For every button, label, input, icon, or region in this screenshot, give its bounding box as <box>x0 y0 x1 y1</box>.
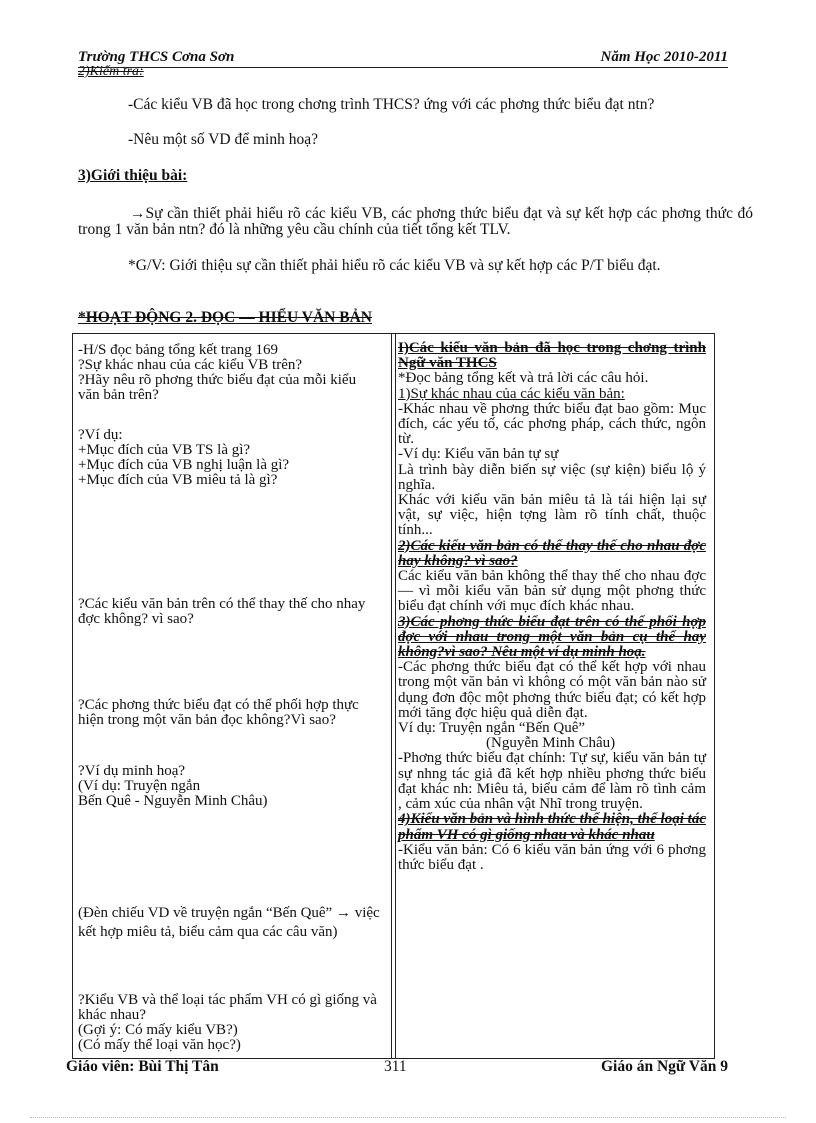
footer-teacher: Giáo viên: Bùi Thị Tân <box>66 1058 219 1075</box>
left-line: -H/S đọc bảng tổng kết trang 169 <box>78 342 278 358</box>
left-block-6: (Đèn chiếu VD về truyện ngắn “Bến Quê” → việc kết hợp miêu tả, biểu cảm qua các câu văn) <box>78 905 380 940</box>
subsection-3: 3)Các phơng thức biểu đạt trên có thể phối hợp đợc với nhau trong một văn bản cụ thể hay không?vì sao? Nêu một ví dụ minh hoạ. <box>398 613 706 661</box>
bottom-dotted-line <box>30 1117 786 1118</box>
left-block-5 <box>78 764 380 809</box>
left-line: +Mục đích của VB TS là gì? <box>78 442 251 458</box>
right-text: -Ví dụ: Kiểu văn bản tự sự <box>398 446 559 463</box>
left-line: ?Ví dụ: <box>78 427 123 443</box>
left-block-3: ?Các kiểu văn bản trên có thể thay thế cho nhay đợc không? vì sao? <box>78 596 366 627</box>
school-year: Năm Học 2010-2011 <box>600 49 728 65</box>
right-text: (Nguyễn Minh Châu) <box>486 735 616 752</box>
intro-paragraph-2: *G/V: Giới thiệu sự cần thiết phải hiểu rõ các kiểu VB và sự kết hợp các P/T biểu đạt. <box>128 257 661 274</box>
left-line: ?Sự khác nhau của các kiểu VB trên? <box>78 357 303 373</box>
right-text: Là trình bày diễn biến sự việc (sự kiện) biểu lộ ý nghĩa. <box>398 461 706 493</box>
right-text: -Phơng thức biểu đạt chính: Tự sự, kiểu văn bản tự sự nhng tác giả đã kết hợp nhiều phơng thức biểu đạt khác nh: Miêu tả, biểu cảm để làm rõ tình cảm , cảm xúc của nhân vật Nhĩ trong truyện. <box>398 750 706 813</box>
left-line: (Ví dụ: Truyện ngắn <box>78 778 201 794</box>
left-line: +Mục đích của VB nghị luận là gì? <box>78 457 290 473</box>
left-block-7 <box>78 993 380 1053</box>
check-question-2: -Nêu một số VD để minh hoạ? <box>128 131 318 148</box>
right-text: -Các phơng thức biểu đạt có thể kết hợp với nhau trong một văn bản vì không có một văn bản nào sử dụng đơn độc một phơng thức biểu đạt; có kết hợp mới tăng đợc hiệu quả diễn đạt. <box>398 659 706 721</box>
school-name: Trường THCS Cơna Sơn <box>78 49 235 65</box>
activity-heading: *HOẠT ĐỘNG 2. ĐỌC — HIỂU VĂN BẢN <box>78 309 372 326</box>
right-text: Khác với kiểu văn bản miêu tả là tái hiện lại sự vật, sự việc, hiện tợng làm rõ tính chất, thuộc tính... <box>398 492 706 539</box>
left-block-2 <box>78 428 380 488</box>
right-text: *Đọc bảng tổng kết và trả lời các câu hỏi. <box>398 370 649 387</box>
left-line: (Có mấy thể loại văn học?) <box>78 1037 241 1053</box>
section-title: I)Các kiểu văn bản đã học trong chơng trình Ngữ văn THCS <box>398 340 706 372</box>
right-text: -Khác nhau về phơng thức biểu đạt bao gồm: Mục đích, các yếu tố, các phơng pháp, cách thức, ngôn từ. <box>398 400 706 448</box>
right-text: Các kiểu văn bản không thể thay thế cho nhau đợc — vì mỗi kiểu văn bản sử dụng một phơng thức biểu đạt chính với mục đích khác nhau. <box>398 568 706 615</box>
left-block-4: ?Các phơng thức biểu đạt có thể phối hợp thực hiện trong một văn bản đọc không?Vì sao? <box>78 697 359 728</box>
left-line: Bến Quê - Nguyễn Minh Châu) <box>78 793 268 809</box>
column-divider <box>391 334 396 1058</box>
page-number: 311 <box>384 1058 407 1075</box>
left-line: +Mục đích của VB miêu tả là gì? <box>78 472 278 488</box>
right-text: -Kiểu văn bản: Có 6 kiểu văn bản ứng với 6 phơng thức biểu đạt . <box>398 841 706 873</box>
right-text: Ví dụ: Truyện ngắn “Bến Quê” <box>398 720 586 737</box>
subsection-4: 4)Kiểu văn bản và hình thức thể hiện, thể loại tác phẩm VH có gì giống nhau và khác nhau <box>398 811 706 843</box>
right-column <box>398 341 706 873</box>
intro-heading: 3)Giới thiệu bài: <box>78 167 188 184</box>
check-question-1: -Các kiểu VB đã học trong chơng trình THCS? ứng với các phơng thức biểu đạt ntn? <box>128 96 655 113</box>
intro-paragraph-1: →Sự cần thiết phải hiểu rõ các kiểu VB, các phơng thức biểu đạt và sự kết hợp các phơng thức đó trong 1 văn bản ntn? đó là những yêu cầu chính của tiết tổng kết TLV. <box>78 205 753 238</box>
subsection-2: 2)Các kiểu văn bản có thể thay thế cho nhau đợc hay không? vì sao? <box>398 537 706 569</box>
left-line: ?Kiểu VB và thể loại tác phẩm VH có gì giống và khác nhau? <box>78 992 377 1023</box>
footer-subject: Giáo án Ngữ Văn 9 <box>600 1058 728 1075</box>
left-line: (Gợi ý: Có mấy kiểu VB?) <box>78 1022 238 1038</box>
subsection-1: 1)Sự khác nhau của các kiểu văn bản: <box>398 385 625 402</box>
lesson-table <box>72 333 715 1059</box>
left-line: ?Hãy nêu rõ phơng thức biểu đạt của mỗi kiểu văn bản trên? <box>78 372 357 403</box>
left-block-1 <box>78 343 380 403</box>
page-header <box>78 49 728 68</box>
left-line: ?Ví dụ minh hoạ? <box>78 763 186 779</box>
check-heading: 2)Kiểm tra: <box>78 64 144 79</box>
